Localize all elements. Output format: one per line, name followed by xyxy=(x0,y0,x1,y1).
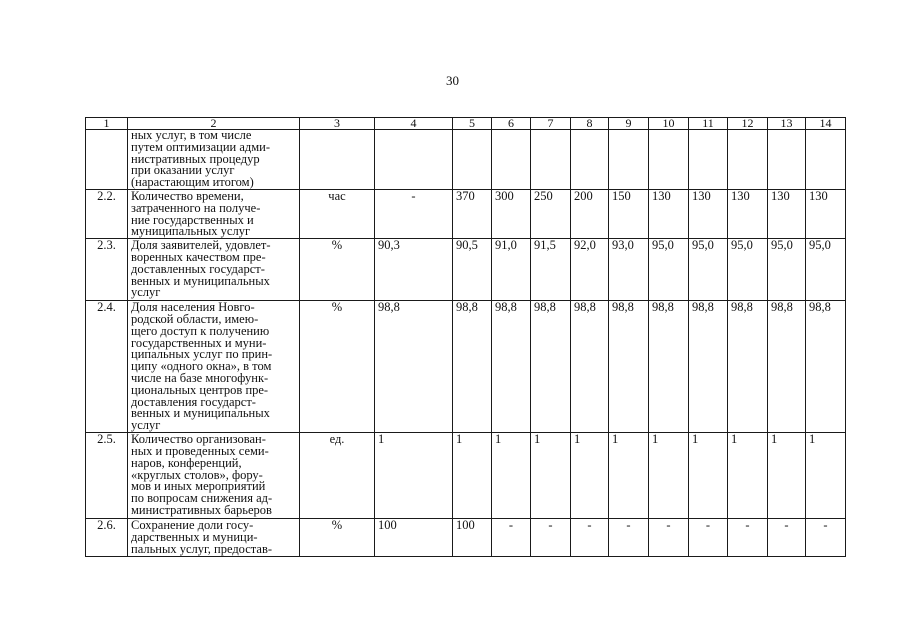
indicator-name-line: числе на базе многофунк- xyxy=(131,370,269,385)
row-number: 2.5. xyxy=(86,433,128,519)
header-cell: 2 xyxy=(128,118,300,130)
value-cell: 130 xyxy=(728,189,768,238)
indicator-name-line: ных и проведенных семи- xyxy=(131,443,269,458)
value-cell: 1 xyxy=(571,433,609,519)
value-cell: 95,0 xyxy=(689,239,728,301)
indicator-name xyxy=(128,301,300,433)
indicator-name-line: наров, конференций, xyxy=(131,455,242,470)
indicator-name-line: доставленных государст- xyxy=(131,261,265,276)
value-cell xyxy=(609,130,649,190)
row-number: 2.3. xyxy=(86,239,128,301)
indicator-name-line: венных и муниципальных xyxy=(131,406,270,421)
value-cell: 90,5 xyxy=(453,239,492,301)
value-cell: 130 xyxy=(649,189,689,238)
row-number xyxy=(86,130,128,190)
header-cell: 3 xyxy=(300,118,375,130)
table-row xyxy=(86,239,846,301)
header-cell: 8 xyxy=(571,118,609,130)
header-cell: 1 xyxy=(86,118,128,130)
value-cell: 370 xyxy=(453,189,492,238)
value-cell: 98,8 xyxy=(806,301,846,433)
value-cell xyxy=(689,130,728,190)
unit-cell: % xyxy=(300,301,375,433)
value-cell xyxy=(728,130,768,190)
value-cell: 98,8 xyxy=(571,301,609,433)
value-cell: 95,0 xyxy=(768,239,806,301)
value-cell: 1 xyxy=(806,433,846,519)
header-cell: 9 xyxy=(609,118,649,130)
indicator-name-line: венных и муниципальных xyxy=(131,273,270,288)
indicator-name-line: при оказании услуг xyxy=(131,163,235,178)
header-cell: 14 xyxy=(806,118,846,130)
indicator-name-line: циональных центров пре- xyxy=(131,382,269,397)
unit-cell: ед. xyxy=(300,433,375,519)
value-cell xyxy=(531,130,571,190)
indicator-name-line: мов и иных мероприятий xyxy=(131,479,266,494)
indicator-name-line: Количество организован- xyxy=(131,432,266,447)
value-cell: 130 xyxy=(689,189,728,238)
header-cell: 7 xyxy=(531,118,571,130)
indicator-name-line: дарственных и муници- xyxy=(131,529,258,544)
row-number: 2.6. xyxy=(86,519,128,557)
row-number: 2.4. xyxy=(86,301,128,433)
indicator-name-line: ных услуг, в том числе xyxy=(131,129,252,142)
value-cell: 98,8 xyxy=(531,301,571,433)
header-cell: 6 xyxy=(492,118,531,130)
unit-cell: час xyxy=(300,189,375,238)
value-cell xyxy=(453,130,492,190)
value-cell: 95,0 xyxy=(728,239,768,301)
value-cell: - xyxy=(492,519,531,557)
indicator-name-line: путем оптимизации адми- xyxy=(131,139,271,154)
value-cell: 150 xyxy=(609,189,649,238)
unit-cell xyxy=(300,130,375,190)
indicator-name xyxy=(128,519,300,557)
indicator-name-line: родской области, имею- xyxy=(131,311,259,326)
indicator-name-line: щего доступ к получению xyxy=(131,323,270,338)
value-cell xyxy=(492,130,531,190)
table-row xyxy=(86,519,846,557)
value-cell xyxy=(806,130,846,190)
value-cell: - xyxy=(768,519,806,557)
indicator-name-line: Доля населения Новго- xyxy=(131,300,255,315)
value-cell: 95,0 xyxy=(649,239,689,301)
indicator-name-line: ципальных услуг по прин- xyxy=(131,347,273,362)
table-row xyxy=(86,301,846,433)
indicator-table xyxy=(85,117,846,557)
value-cell: - xyxy=(649,519,689,557)
value-cell: - xyxy=(728,519,768,557)
table-row xyxy=(86,189,846,238)
value-cell: 98,8 xyxy=(689,301,728,433)
indicator-name-line: ципу «одного окна», в том xyxy=(131,359,272,374)
value-cell: 1 xyxy=(728,433,768,519)
value-cell: 95,0 xyxy=(806,239,846,301)
value-cell: 98,8 xyxy=(649,301,689,433)
indicator-name-line: министративных барьеров xyxy=(131,502,272,517)
value-cell: 130 xyxy=(806,189,846,238)
base-value-cell: 100 xyxy=(375,519,453,557)
table-row xyxy=(86,433,846,519)
value-cell: 1 xyxy=(492,433,531,519)
value-cell: 98,8 xyxy=(492,301,531,433)
value-cell: 1 xyxy=(453,433,492,519)
header-row xyxy=(86,118,846,130)
indicator-name xyxy=(128,130,300,190)
base-value-cell: - xyxy=(375,189,453,238)
value-cell: 1 xyxy=(768,433,806,519)
base-value-cell: 1 xyxy=(375,433,453,519)
value-cell: 1 xyxy=(609,433,649,519)
indicator-name-line: «круглых столов», фору- xyxy=(131,467,263,482)
value-cell: 1 xyxy=(649,433,689,519)
indicator-name-line: Сохранение доли госу- xyxy=(131,518,254,533)
value-cell: 200 xyxy=(571,189,609,238)
indicator-name-line: ние государственных и xyxy=(131,212,254,227)
indicator-name-line: по вопросам снижения ад- xyxy=(131,491,273,506)
unit-cell: % xyxy=(300,239,375,301)
indicator-name-line: Доля заявителей, удовлет- xyxy=(131,238,271,253)
header-cell: 5 xyxy=(453,118,492,130)
indicator-name xyxy=(128,189,300,238)
value-cell: 98,8 xyxy=(453,301,492,433)
value-cell: 300 xyxy=(492,189,531,238)
indicator-name-line: услуг xyxy=(131,285,161,300)
page-number: 30 xyxy=(446,73,459,88)
value-cell: - xyxy=(689,519,728,557)
value-cell xyxy=(768,130,806,190)
table-row xyxy=(86,130,846,190)
value-cell: 250 xyxy=(531,189,571,238)
indicator-name-line: государственных и муни- xyxy=(131,335,267,350)
value-cell: - xyxy=(571,519,609,557)
value-cell: - xyxy=(531,519,571,557)
header-cell: 13 xyxy=(768,118,806,130)
indicator-name-line: нистративных процедур xyxy=(131,151,260,166)
value-cell: - xyxy=(806,519,846,557)
indicator-name-line: доставления государст- xyxy=(131,394,256,409)
value-cell: 91,5 xyxy=(531,239,571,301)
indicator-name xyxy=(128,239,300,301)
value-cell: 91,0 xyxy=(492,239,531,301)
value-cell xyxy=(571,130,609,190)
value-cell: 1 xyxy=(689,433,728,519)
value-cell: 100 xyxy=(453,519,492,557)
indicator-name-line: услуг xyxy=(131,418,161,433)
value-cell: 98,8 xyxy=(728,301,768,433)
header-cell: 12 xyxy=(728,118,768,130)
header-cell: 4 xyxy=(375,118,453,130)
indicator-name-line: (нарастающим итогом) xyxy=(131,175,254,190)
value-cell: 98,8 xyxy=(768,301,806,433)
indicator-name-line: пальных услуг, предостав- xyxy=(131,541,273,556)
value-cell: 98,8 xyxy=(609,301,649,433)
indicator-name-line: воренных качеством пре- xyxy=(131,249,266,264)
header-cell: 10 xyxy=(649,118,689,130)
value-cell: 92,0 xyxy=(571,239,609,301)
indicator-name-line: Количество времени, xyxy=(131,189,244,203)
unit-cell: % xyxy=(300,519,375,557)
base-value-cell xyxy=(375,130,453,190)
indicator-name-line: муниципальных услуг xyxy=(131,224,251,239)
indicator-name-line: затраченного на получе- xyxy=(131,200,261,215)
row-number: 2.2. xyxy=(86,189,128,238)
value-cell: 1 xyxy=(531,433,571,519)
value-cell xyxy=(649,130,689,190)
value-cell: 93,0 xyxy=(609,239,649,301)
value-cell: - xyxy=(609,519,649,557)
header-cell: 11 xyxy=(689,118,728,130)
value-cell: 130 xyxy=(768,189,806,238)
base-value-cell: 98,8 xyxy=(375,301,453,433)
base-value-cell: 90,3 xyxy=(375,239,453,301)
indicator-name xyxy=(128,433,300,519)
